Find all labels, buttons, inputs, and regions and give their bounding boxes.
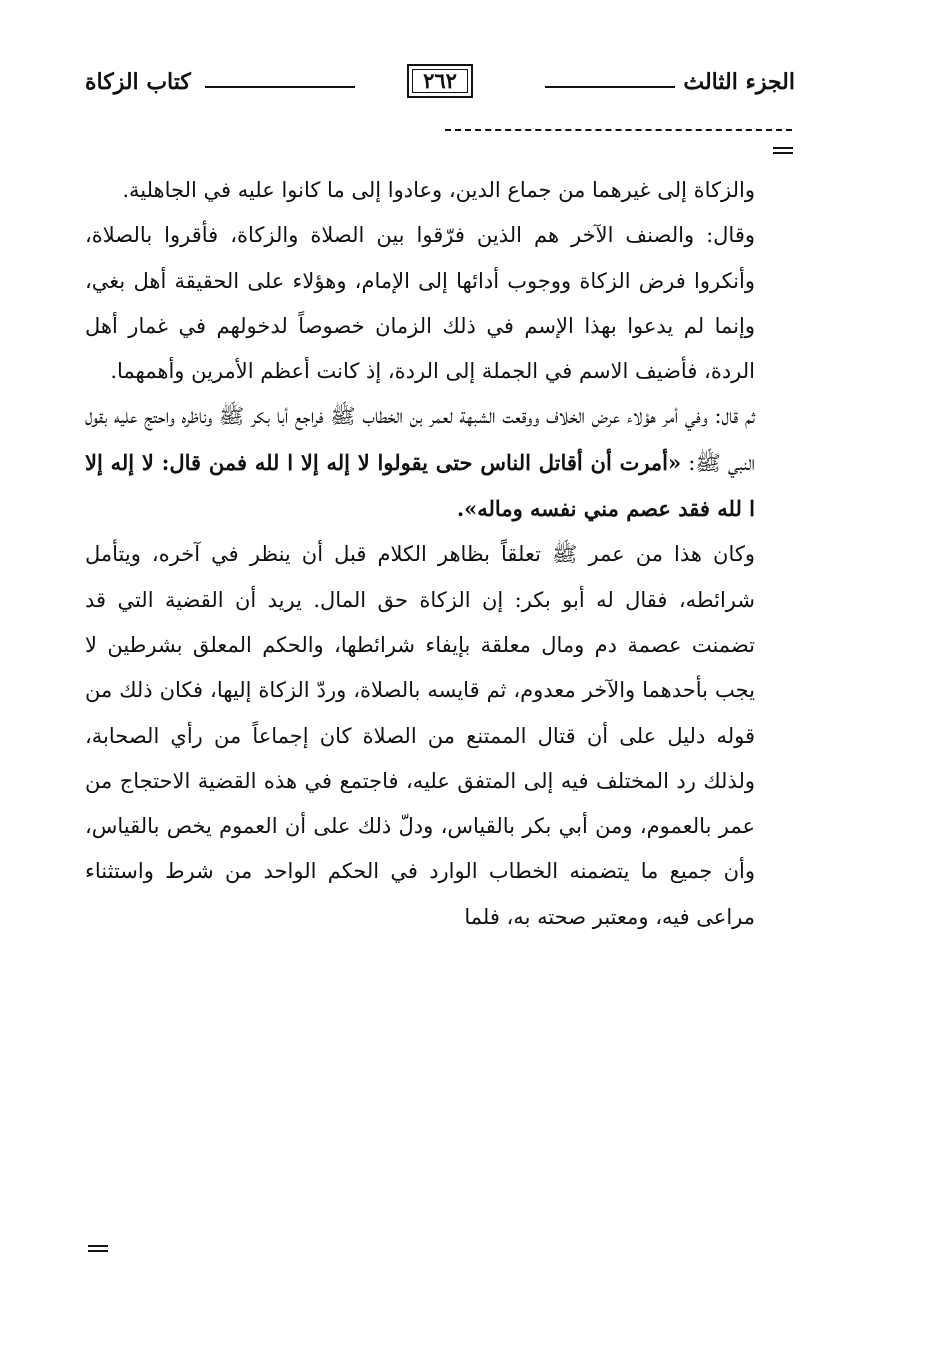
paragraph-text: وقال: والصنف الآخر هم الذين فرّقوا بين الصلاة والزكاة، فأقروا بالصلاة، وأنكروا فرض الزكاة ووجوب أدائها إلى الإمام، وهؤلاء على الحقيقة أهل بغي، وإنما لم يدعوا بهذا الإسم في ذلك الزمان خصوصاً لدخولهم في غمار أهل الردة، فأضيف الاسم في الجملة إلى الردة، إذ كانت أعظم الأمرين وأهمهما. [85, 223, 755, 384]
paragraph: والزكاة إلى غيرهما من جماع الدين، وعادوا إلى ما كانوا عليه في الجاهلية. [122, 178, 755, 202]
continuation-mark-top [773, 147, 793, 155]
volume-title: الجزء الثالث [683, 69, 795, 95]
header-rule-right [545, 86, 675, 88]
paragraph [85, 394, 755, 532]
running-header [85, 64, 795, 104]
body-text [85, 168, 755, 940]
footnote-separator [445, 129, 792, 131]
paragraph-text: وكان هذا من عمر ﷺ تعلقاً بظاهر الكلام قبل أن ينظر في آخره، ويتأمل شرائطه، فقال له أبو بكر: إن الزكاة حق المال. يريد أن القضية التي قد تضمنت عصمة دم ومال معلقة بإيفاء شرائطها، والحكم المعلق بشرطين لا يجب بأحدهما والآخر معدوم، ثم قايسه بالصلاة، وردّ الزكاة إليها، فكان ذلك من قوله دليل على أن قتال الممتنع من الصلاة كان إجماعاً من رأي الصحابة، ولذلك رد المختلف فيه إلى المتفق عليه، فاجتمع في هذه القضية الاحتجاج من عمر بالعموم، ومن أبي بكر بالقياس، ودلّ ذلك على أن العموم يخص بالقياس، وأن جميع ما يتضمنه الخطاب الوارد في الحكم الواحد من شرط واستثناء مراعى فيه، ومعتبر صحته به، فلما [85, 542, 755, 929]
paragraph [85, 532, 755, 940]
paragraph-text: ثم قال: وفي أمر هؤلاء عرض الخلاف ووقعت الشبهة لعمر بن الخطاب ﷺ فراجع أبا بكر ﷺ وناظره واحتج عليه بقول النبي ﷺ: [85, 404, 755, 475]
page-number: ٢٦٢ [407, 64, 473, 98]
continuation-mark-bottom [88, 1245, 108, 1253]
paragraph [85, 213, 755, 394]
hadith-quote: «أمرت أن أقاتل الناس حتى يقولوا لا إله إلا ا لله فمن قال: لا إله إلا ا لله فقد عصم مني نفسه وماله». [85, 449, 755, 522]
book-title: كتاب الزكاة [85, 69, 191, 95]
header-rule-left [205, 86, 355, 88]
